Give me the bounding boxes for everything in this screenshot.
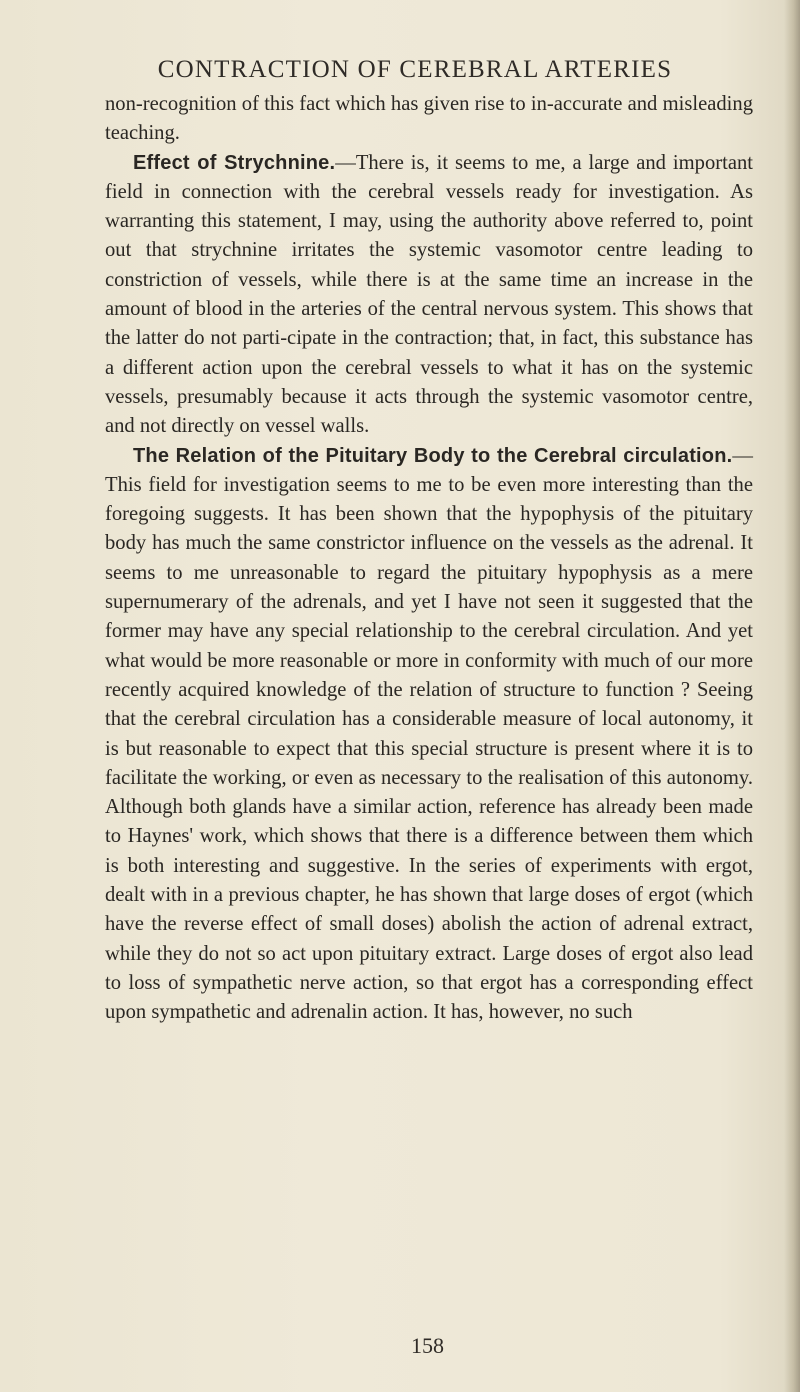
page-number: 158 bbox=[411, 1333, 444, 1358]
paragraph-pituitary bbox=[105, 442, 753, 1028]
paragraph-strychnine bbox=[105, 149, 753, 442]
running-head: CONTRACTION OF CEREBRAL ARTERIES bbox=[157, 56, 673, 83]
page-edge-shadow bbox=[784, 0, 800, 1392]
paragraph-3-text: —This field for investigation seems to me to be even more interesting than the foregoing suggests. It has been shown that the hypophysis of the pituitary body has much the same constrictor influence on the vessels as the adrenal. It seems to me unreasonable to regard the pituitary hypophysis as a mere supernumerary of the adrenals, and yet I have not seen it suggested that the former may have any special relationship to the cerebral circulation. And yet what would be more reasonable or more in conformity with much of our more recently acquired knowledge of the relation of structure to function ? Seeing that the cerebral circulation has a considerable measure of local autonomy, it is but reasonable to expect that this special structure is present where it is to facilitate the working, or even as necessary to the realisation of this autonomy. Although both glands have a similar action, reference has already been made to Haynes' work, which shows that there is a difference between them which is both interesting and suggestive. In the series of experiments with ergot, dealt with in a previous chapter, he has shown that large doses of ergot (which have the reverse effect of small doses) abolish the action of adrenal extract, while they do not so act upon pituitary extract. Large doses of ergot also lead to loss of sympathetic nerve action, so that ergot has a corresponding effect upon sympathetic and adrenalin action. It has, however, no such bbox=[105, 444, 753, 1024]
section-heading-strychnine: Effect of Strychnine. bbox=[133, 151, 336, 174]
paragraph-continuation bbox=[105, 90, 753, 149]
body-text bbox=[105, 90, 753, 1028]
paragraph-2-text: —There is, it seems to me, a large and important field in connection with the cerebral vessels ready for investigation. As warranting this statement, I may, using the authority above referred to, point out that strychnine irritates the systemic vasomotor centre leading to constriction of vessels, while there is at the same time an increase in the amount of blood in the arteries of the central nervous system. This shows that the latter do not parti-cipate in the contraction; that, in fact, this substance has a different action upon the cerebral vessels to what it has on the systemic vessels, presumably because it acts through the systemic vasomotor centre, and not directly on vessel walls. bbox=[105, 151, 753, 438]
paragraph-1-text: non-recognition of this fact which has given rise to in-accurate and misleading teaching. bbox=[105, 93, 753, 145]
section-heading-pituitary: The Relation of the Pituitary Body to the Cerebral circulation. bbox=[133, 444, 733, 467]
